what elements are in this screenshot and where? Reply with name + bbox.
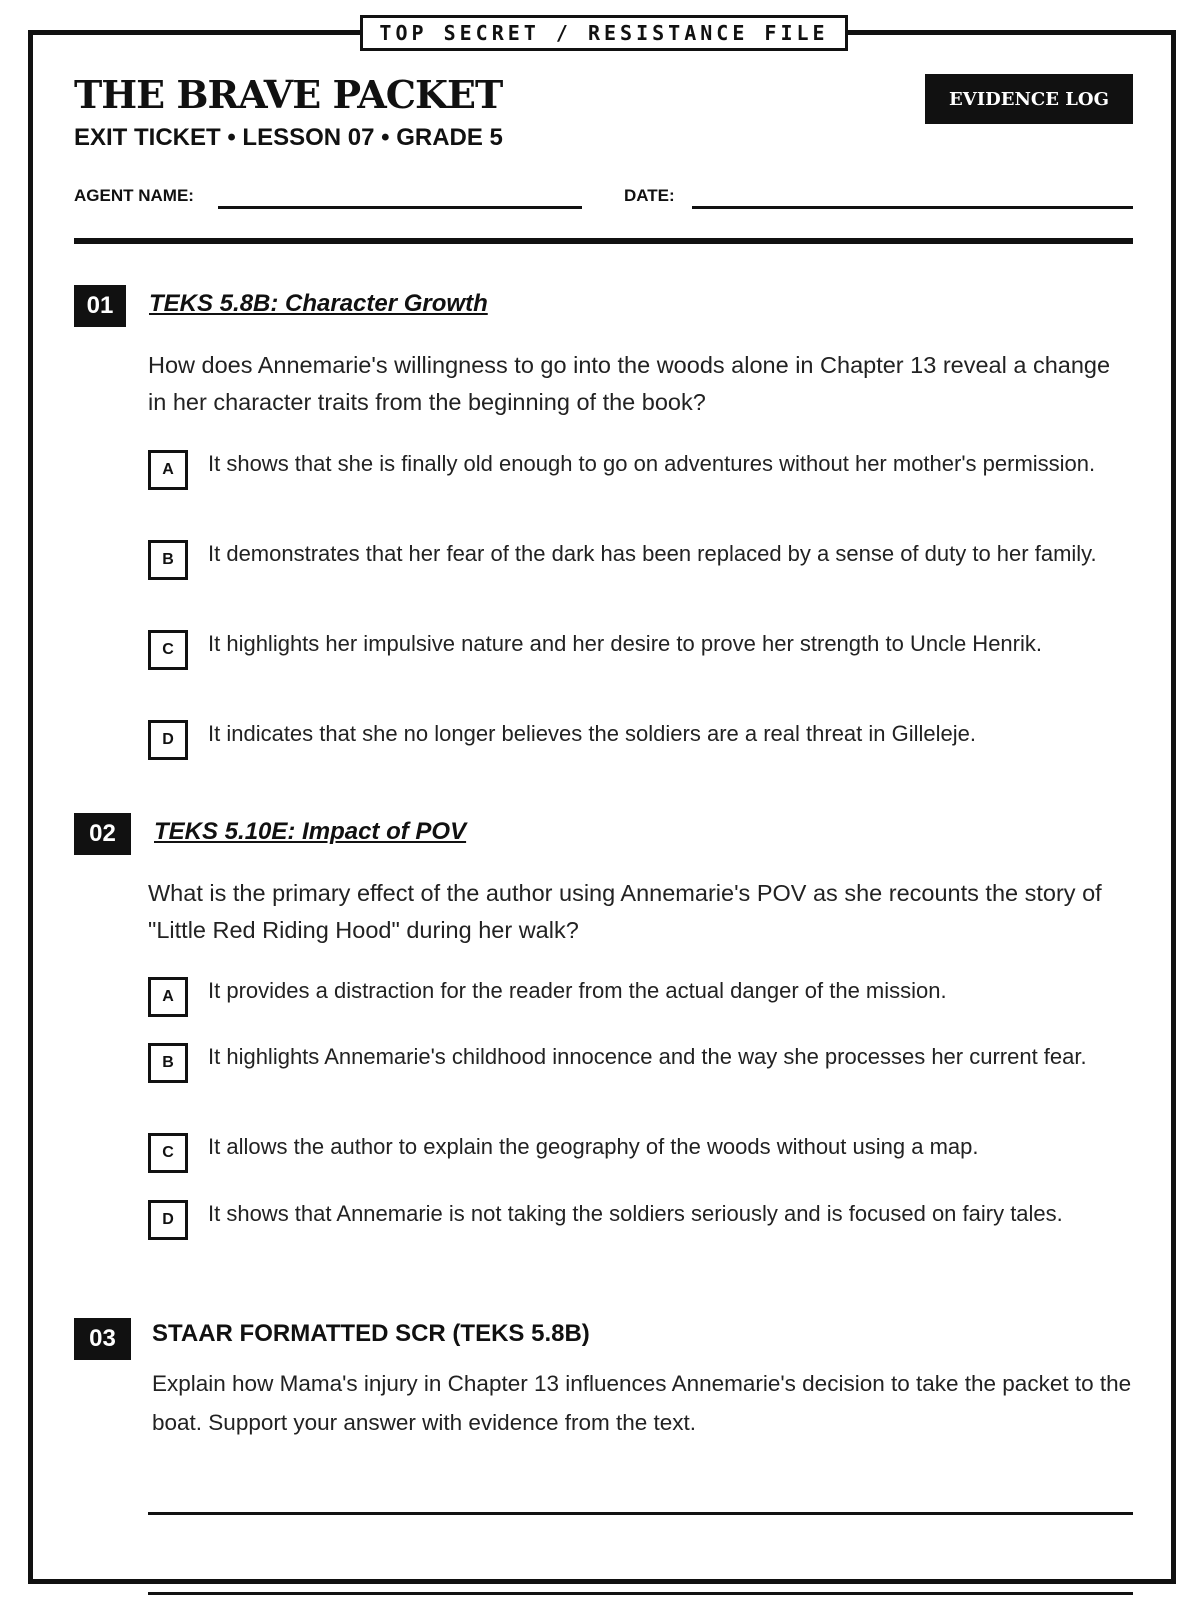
agent-name-label: AGENT NAME: [74, 186, 194, 205]
header-divider [74, 238, 1133, 244]
question-title: TEKS 5.8B: Character Growth [149, 290, 488, 317]
answer-line[interactable] [148, 1512, 1133, 1515]
page-subtitle: EXIT TICKET • LESSON 07 • GRADE 5 [74, 124, 503, 151]
question-number: 01 [74, 285, 126, 327]
question-title: TEKS 5.10E: Impact of POV [154, 818, 467, 845]
option-text: It shows that she is finally old enough to go on adventures without her mother's permission. [208, 451, 1096, 476]
question-number: 02 [74, 813, 131, 855]
answer-line[interactable] [148, 1592, 1133, 1595]
date-field[interactable] [692, 206, 1133, 209]
page-title: THE BRAVE PACKET [74, 72, 503, 117]
question-prompt: What is the primary effect of the author using Annemarie's POV as she recounts the story of "Little Red Riding Hood" during her walk? [148, 880, 1102, 943]
question-number: 03 [74, 1318, 131, 1360]
date-label: DATE: [624, 186, 675, 205]
option-letter-box[interactable]: D [148, 720, 188, 760]
question-prompt: How does Annemarie's willingness to go into the woods alone in Chapter 13 reveal a change in her character traits from the beginning of the book? [148, 352, 1111, 415]
option-text: It indicates that she no longer believes the soldiers are a real threat in Gilleleje. [208, 721, 976, 746]
option-letter-box[interactable]: C [148, 1133, 188, 1173]
question-title: STAAR FORMATTED SCR (TEKS 5.8B) [152, 1320, 590, 1347]
option-text: It demonstrates that her fear of the dark has been replaced by a sense of duty to her family. [208, 541, 1097, 566]
option-letter-box[interactable]: A [148, 977, 188, 1017]
evidence-log-button[interactable]: EVIDENCE LOG [925, 74, 1133, 124]
classification-banner: TOP SECRET / RESISTANCE FILE [360, 15, 848, 51]
option-letter-box[interactable]: A [148, 450, 188, 490]
option-text: It shows that Annemarie is not taking the soldiers seriously and is focused on fairy tales. [208, 1201, 1063, 1226]
option-text: It highlights Annemarie's childhood innocence and the way she processes her current fear. [208, 1044, 1087, 1069]
option-text: It allows the author to explain the geography of the woods without using a map. [208, 1134, 979, 1159]
option-text: It provides a distraction for the reader from the actual danger of the mission. [208, 978, 947, 1003]
document-frame [28, 30, 1176, 1584]
agent-name-field[interactable] [218, 206, 582, 209]
option-letter-box[interactable]: B [148, 1043, 188, 1083]
option-letter-box[interactable]: C [148, 630, 188, 670]
option-letter-box[interactable]: B [148, 540, 188, 580]
option-letter-box[interactable]: D [148, 1200, 188, 1240]
option-text: It highlights her impulsive nature and her desire to prove her strength to Uncle Henrik. [208, 631, 1042, 656]
question-prompt: Explain how Mama's injury in Chapter 13 influences Annemarie's decision to take the packet to the boat. Support your answer with evidence from the text. [152, 1371, 1132, 1435]
